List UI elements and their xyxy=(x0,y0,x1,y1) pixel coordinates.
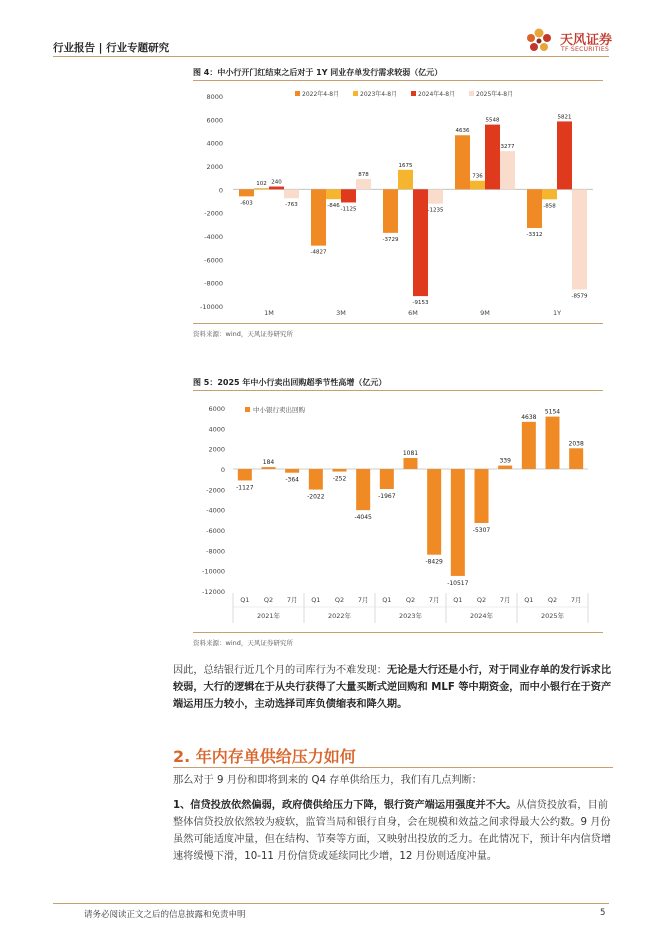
fig4-source: 资料来源：wind，天风证券研究所 xyxy=(193,330,293,338)
point1-body: 从信贷投放看，目前整体信贷投放依然较为疲软，监管当局和银行自身，会在规模和效益之间求得最大公约数。9 月份虽然可能适度冲量，但在结构、节奏等方面，又映射出投放的乏力。在此情况下，预计年内信贷增速将缓慢下滑，10-11 月份信贷或延续同比少增，12 月份则适度冲量。 xyxy=(173,800,612,862)
data-label: -2022 xyxy=(307,493,325,501)
data-label: 5154 xyxy=(544,408,561,416)
fig5-title: 图 5：2025 年中小行卖出回购超季节性高增（亿元） xyxy=(193,378,387,387)
y-tick-label: 4000 xyxy=(208,425,225,434)
y-tick-label: -8000 xyxy=(204,279,223,288)
summary-bold: 无论是大行还是小行，对于同业存单的发行诉求比较弱，大行的逻辑在于从央行获得了大量买断式逆回购和 MLF 等中期资金，而中小银行在于资产端运用压力较小，主动选择司库负债缩表和降久期。 xyxy=(173,665,612,710)
data-label: -252 xyxy=(332,475,347,483)
bar xyxy=(333,469,347,472)
bar xyxy=(254,188,269,189)
group-label: 2022年 xyxy=(327,612,352,620)
brand-logo xyxy=(520,26,620,56)
bar xyxy=(546,417,560,469)
legend-label: 2024年4-8月 xyxy=(418,91,456,98)
data-label: -1125 xyxy=(340,206,357,213)
data-label: 736 xyxy=(472,173,483,180)
bar xyxy=(527,189,542,228)
y-tick-label: 4000 xyxy=(206,139,223,148)
bar xyxy=(522,422,536,469)
bar xyxy=(341,189,356,202)
data-label: -9153 xyxy=(412,300,429,307)
y-tick-label: -6000 xyxy=(204,256,223,265)
bar xyxy=(380,469,394,489)
y-tick-label: 0 xyxy=(220,466,225,474)
data-label: -763 xyxy=(285,202,298,209)
point1-paragraph xyxy=(173,797,613,865)
section-rule xyxy=(173,767,613,768)
data-label: -3729 xyxy=(382,236,399,243)
data-label: -846 xyxy=(327,203,340,210)
group-label: 2024年 xyxy=(469,612,494,620)
data-label: 184 xyxy=(262,459,275,467)
legend-swatch xyxy=(245,407,250,412)
bar xyxy=(356,469,370,510)
bar xyxy=(413,189,428,296)
report-category: 行业报告 | 行业专题研究 xyxy=(53,42,170,54)
fig5-bottom-rule xyxy=(193,632,603,633)
logo-flower-icon xyxy=(520,26,558,56)
header-rule xyxy=(53,56,609,57)
data-label: 5821 xyxy=(557,114,572,121)
y-tick-label: -6000 xyxy=(206,527,225,535)
bar xyxy=(262,467,276,469)
bar xyxy=(455,135,470,189)
x-tick-label: 7月 xyxy=(428,596,440,604)
summary-lead: 因此，总结银行近几个月的司库行为不难发现： xyxy=(173,665,387,676)
y-tick-label: 8000 xyxy=(206,93,223,101)
point1-bold: 1、信贷投放依然偏弱，政府债供给压力下降，银行资产端运用强度并不大。 xyxy=(173,800,517,811)
x-tick-label: 1Y xyxy=(552,309,562,317)
footer-disclaimer: 请务必阅读正文之后的信息披露和免责申明 xyxy=(84,910,246,920)
bar xyxy=(428,189,443,203)
data-label: 2038 xyxy=(568,440,584,448)
y-tick-label: -2000 xyxy=(206,486,225,495)
bar xyxy=(239,189,254,196)
x-tick-label: 7月 xyxy=(357,596,369,604)
fig4-chart xyxy=(193,84,605,322)
bar xyxy=(498,466,512,469)
x-tick-label: Q2 xyxy=(334,596,345,604)
intro-paragraph: 那么对于 9 月份和即将到来的 Q4 存单供给压力，我们有几点判断： xyxy=(173,775,482,786)
data-label: 878 xyxy=(358,172,369,179)
data-label: 1081 xyxy=(402,450,419,458)
group-label: 2025年 xyxy=(540,612,565,620)
data-label: -5307 xyxy=(472,526,491,534)
legend-swatch xyxy=(295,91,300,96)
page-number: 5 xyxy=(600,908,606,918)
group-label: 2021年 xyxy=(256,612,281,620)
y-tick-label: -10000 xyxy=(199,303,223,311)
legend-label: 2025年4-8月 xyxy=(476,91,514,98)
fig4-title: 图 4：中小行开门红结束之后对于 1Y 同业存单发行需求较弱（亿元） xyxy=(193,68,443,77)
bar xyxy=(326,189,341,199)
data-label: 240 xyxy=(271,179,282,186)
x-tick-label: 1M xyxy=(264,309,274,317)
x-tick-label: Q1 xyxy=(311,596,321,604)
legend-label: 2023年4-8月 xyxy=(360,91,398,98)
x-tick-label: Q1 xyxy=(524,596,534,604)
data-label: 339 xyxy=(499,457,511,465)
bar xyxy=(475,469,489,523)
bar xyxy=(557,121,572,189)
x-tick-label: Q1 xyxy=(453,596,463,604)
y-tick-label: -12000 xyxy=(201,588,225,596)
bar xyxy=(269,187,284,190)
data-label: -8579 xyxy=(571,293,588,300)
y-tick-label: -10000 xyxy=(201,567,225,576)
bar xyxy=(542,189,557,199)
fig4-bottom-rule xyxy=(193,323,603,324)
data-label: 4636 xyxy=(455,128,470,135)
legend-swatch xyxy=(353,91,358,96)
x-tick-label: Q2 xyxy=(547,596,558,604)
data-label: -4045 xyxy=(354,514,372,522)
legend-label: 2022年4-8月 xyxy=(302,91,340,98)
fig4-rule xyxy=(193,80,603,81)
bar xyxy=(470,181,485,190)
y-tick-label: -2000 xyxy=(204,209,223,218)
summary-paragraph xyxy=(173,662,613,713)
y-tick-label: 6000 xyxy=(206,116,223,125)
data-label: -858 xyxy=(543,203,556,210)
bar xyxy=(485,125,500,190)
data-label: -1235 xyxy=(427,207,444,214)
y-tick-label: 2000 xyxy=(208,445,225,454)
x-tick-label: 7月 xyxy=(570,596,582,604)
bar xyxy=(311,189,326,245)
bar xyxy=(285,469,299,473)
data-label: 4638 xyxy=(521,413,537,421)
x-tick-label: Q2 xyxy=(476,596,487,604)
x-tick-label: 6M xyxy=(408,309,418,317)
x-tick-label: 7月 xyxy=(286,596,298,604)
legend-swatch xyxy=(411,91,416,96)
bar xyxy=(572,189,587,289)
x-tick-label: 7月 xyxy=(499,596,511,604)
bar xyxy=(284,189,299,198)
group-label: 2023年 xyxy=(398,612,423,620)
data-label: -8429 xyxy=(425,558,443,566)
data-label: -1127 xyxy=(236,484,254,492)
logo-cn-text: 天风证券 xyxy=(560,33,613,48)
bar xyxy=(238,469,252,480)
bar xyxy=(569,448,583,469)
data-label: -10517 xyxy=(447,579,469,587)
y-tick-label: -4000 xyxy=(204,233,223,241)
legend-label: 中小银行卖出回购 xyxy=(253,406,305,414)
data-label: 3277 xyxy=(500,144,515,151)
data-label: -1967 xyxy=(378,492,396,500)
x-tick-label: 3M xyxy=(336,309,346,317)
x-tick-label: 9M xyxy=(480,309,490,317)
bar xyxy=(309,469,323,490)
footer-rule xyxy=(53,903,609,904)
bar xyxy=(356,179,371,189)
fig5-rule xyxy=(193,390,603,391)
bar xyxy=(451,469,465,576)
x-tick-label: Q1 xyxy=(240,596,250,604)
data-label: -3312 xyxy=(526,231,543,238)
fig5-chart xyxy=(193,396,605,632)
data-label: 102 xyxy=(256,181,267,188)
logo-en-text: TF SECURITIES xyxy=(561,46,610,53)
bar xyxy=(383,189,398,233)
x-tick-label: Q1 xyxy=(382,596,392,604)
data-label: 1675 xyxy=(398,162,413,169)
bar xyxy=(398,170,413,190)
section-heading: 2. 年内存单供给压力如何 xyxy=(173,747,356,766)
y-tick-label: 2000 xyxy=(206,163,223,171)
bar xyxy=(404,458,418,469)
data-label: -4827 xyxy=(310,249,327,256)
data-label: 5548 xyxy=(485,117,500,124)
x-tick-label: Q2 xyxy=(263,596,274,604)
x-tick-label: Q2 xyxy=(405,596,416,604)
data-label: -603 xyxy=(240,200,253,207)
y-tick-label: -4000 xyxy=(206,506,225,515)
bar xyxy=(427,469,441,555)
y-tick-label: 6000 xyxy=(208,405,225,413)
y-tick-label: 0 xyxy=(218,186,223,195)
fig5-source: 资料来源：wind，天风证券研究所 xyxy=(193,639,293,647)
data-label: -364 xyxy=(285,476,299,484)
bar xyxy=(500,151,515,189)
legend-swatch xyxy=(469,91,474,96)
y-tick-label: -8000 xyxy=(206,547,225,556)
